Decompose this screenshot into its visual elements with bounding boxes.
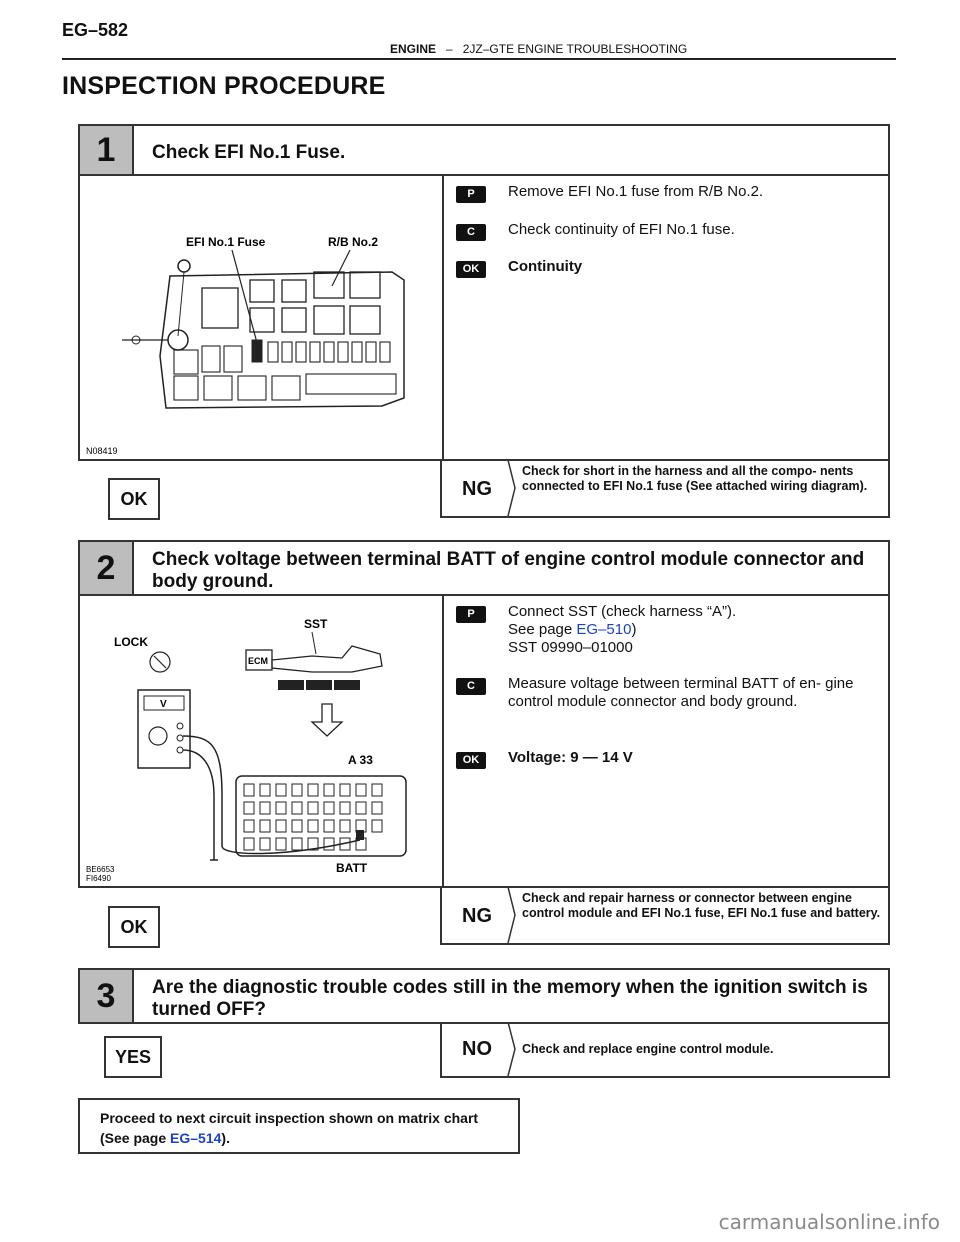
fig2-connector-label: A 33	[348, 753, 373, 767]
step1-title: Check EFI No.1 Fuse.	[152, 142, 346, 163]
running-header	[390, 42, 687, 56]
step2-divider	[442, 594, 444, 886]
step1-prepare-text: Remove EFI No.1 fuse from R/B No.2.	[508, 183, 764, 200]
step2-ng-arrow	[506, 887, 518, 943]
ok-tag: OK	[456, 261, 486, 278]
step2-ng-bar	[440, 887, 890, 945]
prepare-tag: P	[456, 186, 486, 203]
step1-number-badge	[80, 126, 134, 174]
step1-ok-row	[456, 259, 486, 278]
fig1-code: N08419	[86, 446, 118, 456]
step1-header	[78, 124, 890, 176]
step3-yes-result	[104, 1036, 162, 1078]
step1-prepare-row	[456, 184, 486, 203]
step1-ng-bar	[440, 460, 890, 518]
step2-ng-label: NG	[462, 905, 492, 927]
step1-check-row	[456, 222, 486, 241]
step2-ok-result	[108, 906, 160, 948]
step2-ok-row	[456, 750, 486, 769]
step3-no-text: Check and replace engine control module.	[522, 1042, 774, 1056]
step2-check-text: Measure voltage between terminal BATT of en- gine control module connector and body ground.	[508, 675, 854, 710]
step2-prepare-text	[508, 603, 878, 657]
step3-title: Are the diagnostic trouble codes still in the memory when the ignition switch is turned OFF?	[152, 977, 868, 1020]
proceed-prefix: Proceed to next circuit inspection shown on matrix chart (See page	[100, 1110, 479, 1146]
step3-number: 3	[96, 976, 116, 1015]
step2-header	[78, 540, 890, 596]
step2-voltage-figure	[82, 596, 440, 886]
step2-prepare-line1: Connect SST (check harness “A”).	[508, 603, 737, 620]
fig1-rb-label: R/B No.2	[328, 235, 379, 249]
check-tag: C	[456, 224, 486, 241]
step3-no-arrow	[506, 1022, 518, 1076]
step2-see-page-prefix: See page	[508, 621, 577, 638]
check-tag: C	[456, 678, 486, 695]
fig2-v-label: V	[160, 699, 167, 710]
step3-yes-label: YES	[114, 1046, 152, 1067]
step3-no-label: NO	[462, 1038, 492, 1060]
step2-prepare-line2	[508, 621, 878, 639]
fig2-lock-label: LOCK	[114, 635, 148, 649]
fig1-fuse-label: EFI No.1 Fuse	[186, 235, 266, 249]
step2-see-page-suffix: )	[631, 621, 637, 638]
step2-page-link[interactable]: EG–510	[576, 621, 632, 638]
page-number: EG–582	[62, 20, 129, 40]
header-subsection: 2JZ–GTE ENGINE TROUBLESHOOTING	[462, 42, 688, 56]
step2-number: 2	[96, 548, 116, 587]
header-rule	[62, 58, 896, 60]
proceed-box	[78, 1098, 520, 1154]
step1-fuse-box-figure	[82, 176, 440, 458]
step2-prepare-row	[456, 604, 486, 623]
footer-watermark: carmanualsonline.info	[718, 1210, 940, 1234]
step1-divider	[442, 174, 444, 459]
step1-ng-arrow	[506, 460, 518, 516]
page-title: INSPECTION PROCEDURE	[62, 72, 386, 100]
step2-ok-label: OK	[120, 916, 148, 937]
step1-ok-label: OK	[120, 488, 148, 509]
step2-check-row	[456, 676, 486, 695]
header-separator: –	[446, 42, 453, 56]
step2-ok-text: Voltage: 9 — 14 V	[508, 749, 633, 766]
step1-content	[78, 174, 890, 461]
ok-tag: OK	[456, 752, 486, 769]
step2-title: Check voltage between terminal BATT of engine control module connector and body ground.	[152, 549, 865, 592]
step1-ok-text: Continuity	[508, 258, 583, 275]
fig2-batt-label: BATT	[336, 861, 368, 875]
step3-number-badge	[80, 970, 134, 1022]
fig2-code1: BE6653	[86, 865, 115, 874]
step2-content	[78, 594, 890, 888]
step1-check-text: Check continuity of EFI No.1 fuse.	[508, 221, 735, 238]
proceed-page-link[interactable]: EG–514	[170, 1130, 222, 1146]
step1-ng-text: Check for short in the harness and all the compo- nents connected to EFI No.1 fuse (See attached wiring diagram).	[522, 464, 868, 493]
step2-ng-text: Check and repair harness or connector between engine control module and EFI No.1 fuse, EFI No.1 fuse and battery.	[522, 891, 881, 920]
step2-prepare-line3: SST 09990–01000	[508, 639, 633, 656]
prepare-tag: P	[456, 606, 486, 623]
step2-number-badge	[80, 542, 134, 594]
proceed-text	[100, 1108, 500, 1148]
step1-ng-label: NG	[462, 478, 492, 500]
fig2-ecm-label: ECM	[248, 656, 268, 666]
step3-header	[78, 968, 890, 1024]
header-section: ENGINE	[390, 42, 437, 56]
proceed-suffix: ).	[221, 1130, 230, 1146]
step3-no-bar	[440, 1022, 890, 1078]
fig2-code2: FI6490	[86, 874, 111, 883]
step1-number: 1	[96, 130, 116, 169]
step1-ok-result	[108, 478, 160, 520]
fig2-sst-label: SST	[304, 617, 328, 631]
